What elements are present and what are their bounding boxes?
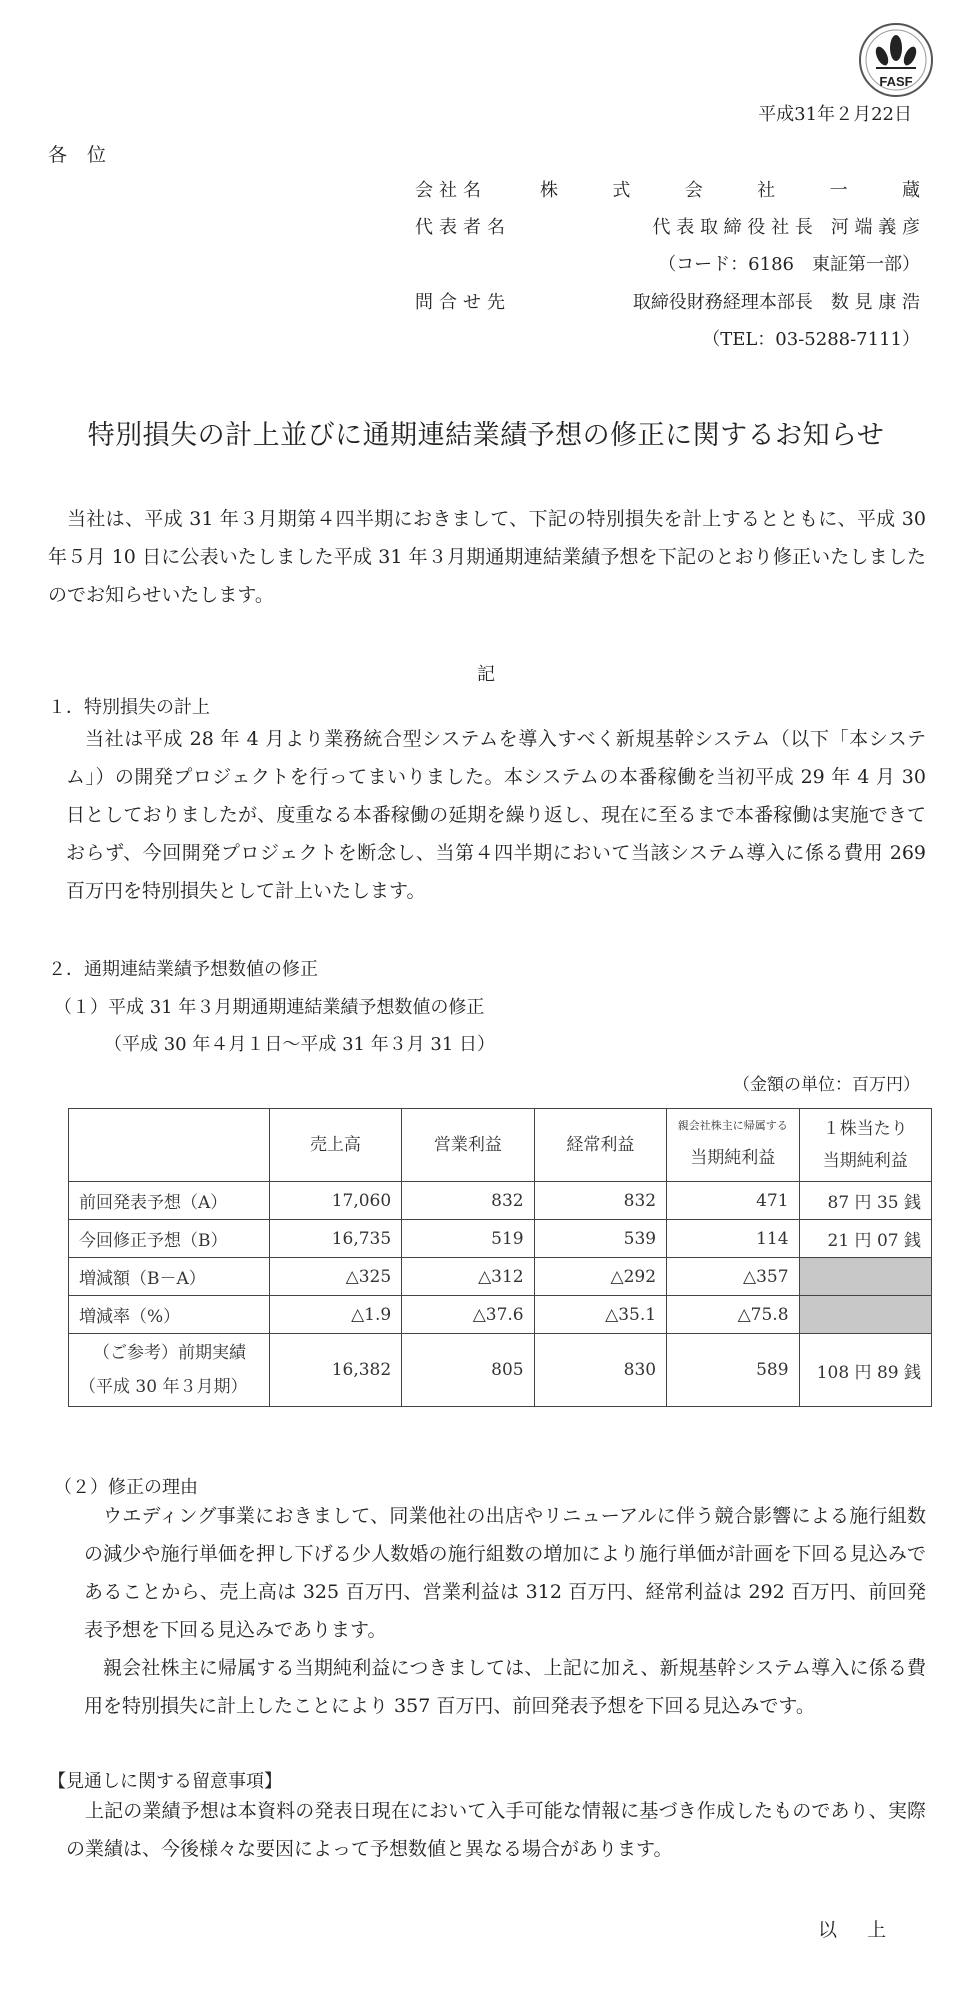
cell-value: 519 (402, 1220, 534, 1258)
row-label: 前回発表予想（A） (69, 1182, 270, 1220)
table-header-sales: 売上高 (269, 1109, 401, 1182)
row-label: 増減率（%） (69, 1296, 270, 1334)
subsection1-heading: （１）平成 31 年３月期通期連結業績予想数値の修正 (54, 997, 485, 1018)
revision-reason-text-1: ウエディング事業におきまして、同業他社の出店やリニューアルに伴う競合影響による施行組数の減少や施行単価を押し下げる少人数婚の施行組数の増加により施行単価が計画を下回る見込みであることから、売上高は 325 百万円、営業利益は 312 百万円、経常利益は 292 百万円、前回発表予想を下回る見込みであります。 (84, 1505, 926, 1641)
closing-mark: 以上 (817, 1919, 916, 1941)
table-header-operating-income: 営業利益 (402, 1109, 534, 1182)
table-row (69, 1258, 932, 1296)
contact-name: 取締役財務経理本部長 数 見 康 浩 (632, 292, 920, 313)
cell-value: 832 (534, 1182, 666, 1220)
notes-heading: 【見通しに関する留意事項】 (48, 1771, 282, 1792)
unit-note: （金額の単位：百万円） (733, 1075, 920, 1095)
representative-name: 代 表 取 締 役 社 長 河 端 義 彦 (652, 217, 920, 238)
company-name-char: 式 (612, 180, 631, 201)
forecast-table (68, 1108, 932, 1407)
revision-reason (84, 1497, 926, 1725)
row-label: 増減額（B－A） (69, 1258, 270, 1296)
section1-heading: １．特別損失の計上 (48, 697, 210, 718)
row-label (69, 1334, 270, 1407)
document-title: 特別損失の計上並びに通期連結業績予想の修正に関するお知らせ (87, 420, 885, 451)
cell-value: 830 (534, 1334, 666, 1407)
cell-value: 21 円 07 銭 (799, 1220, 931, 1258)
row-label-line1: （ご参考）前期実績 (93, 1343, 246, 1363)
table-row (69, 1220, 932, 1258)
stock-code: （コード：6186 東証第一部） (658, 254, 920, 275)
subsection2-heading: （２）修正の理由 (54, 1477, 198, 1498)
fasf-seal-icon (858, 22, 934, 98)
cell-value: 114 (667, 1220, 799, 1258)
company-name-char: 会 (684, 180, 703, 201)
revision-reason-text-2: 親会社株主に帰属する当期純利益につきましては、上記に加え、新規基幹システム導入に係る費用を特別損失に計上したことにより 357 百万円、前回発表予想を下回る見込みです。 (84, 1657, 926, 1717)
company-name-char: 一 (829, 180, 848, 201)
cell-shaded (799, 1296, 931, 1334)
section1-body (66, 720, 926, 910)
table-header-net-income: 親会社株主に帰属する 当期純利益 (667, 1109, 799, 1182)
table-header-eps: １株当たり 当期純利益 (799, 1109, 931, 1182)
cell-value: 87 円 35 銭 (799, 1182, 931, 1220)
company-name-char: 株 (540, 180, 558, 201)
notes-body (66, 1792, 926, 1868)
cell-value: 539 (534, 1220, 666, 1258)
logo-text: FASF (879, 74, 913, 89)
cell-value: △312 (402, 1258, 534, 1296)
cell-value: △1.9 (269, 1296, 401, 1334)
cell-value: △292 (534, 1258, 666, 1296)
representative-label: 代表者名 (415, 217, 511, 238)
cell-value: △357 (667, 1258, 799, 1296)
table-header-blank (69, 1109, 270, 1182)
row-label: 今回修正予想（B） (69, 1220, 270, 1258)
cell-shaded (799, 1258, 931, 1296)
notes-text: 上記の業績予想は本資料の発表日現在において入手可能な情報に基づき作成したものであり、実際の業績は、今後様々な要因によって予想数値と異なる場合があります。 (66, 1800, 926, 1860)
company-name-char: 社 (757, 180, 776, 201)
cell-value: △35.1 (534, 1296, 666, 1334)
cell-value: 108 円 89 銭 (799, 1334, 931, 1407)
company-label: 会社名 (415, 180, 487, 201)
row-label-line2: （平成 30 年３月期） (79, 1377, 248, 1397)
section2-heading: ２．通期連結業績予想数値の修正 (48, 959, 318, 980)
document-date: 平成31年２月22日 (758, 104, 912, 125)
cell-value: 589 (667, 1334, 799, 1407)
cell-value: △75.8 (667, 1296, 799, 1334)
table-row (69, 1296, 932, 1334)
section1-text: 当社は平成 28 年 4 月より業務統合型システムを導入すべく新規基幹システム（以下「本システム」）の開発プロジェクトを行ってまいりました。本システムの本番稼働を当初平成 29 年 4 月 30 日としておりましたが、度重なる本番稼働の延期を繰り返し、現在に至るまで本番稼働は実施できておらず、今回開発プロジェクトを断念し、当第４四半期において当該システム導入に係る費用 269 百万円を特別損失として計上いたします。 (66, 728, 926, 902)
intro-text: 当社は、平成 31 年３月期第４四半期におきまして、下記の特別損失を計上するとともに、平成 30 年５月 10 日に公表いたしました平成 31 年３月期通期連結業績予想を下記のとおり修正いたしましたのでお知らせいたします。 (48, 508, 926, 606)
cell-value: △325 (269, 1258, 401, 1296)
contact-label: 問合せ先 (415, 292, 511, 313)
forecast-period: （平成 30 年４月１日～平成 31 年３月 31 日） (104, 1034, 496, 1055)
cell-value: 832 (402, 1182, 534, 1220)
cell-value: 805 (402, 1334, 534, 1407)
cell-value: 16,735 (269, 1220, 401, 1258)
intro-paragraph (48, 500, 926, 614)
cell-value: 471 (667, 1182, 799, 1220)
addressee: 各位 (48, 144, 127, 166)
table-header-row (69, 1109, 932, 1182)
ki-marker: 記 (477, 664, 495, 685)
company-name-char: 蔵 (901, 180, 920, 201)
table-row (69, 1182, 932, 1220)
table-row-reference (69, 1334, 932, 1407)
cell-value: 17,060 (269, 1182, 401, 1220)
company-name (540, 176, 920, 202)
table-header-ordinary-income: 経常利益 (534, 1109, 666, 1182)
cell-value: △37.6 (402, 1296, 534, 1334)
cell-value: 16,382 (269, 1334, 401, 1407)
contact-tel: （TEL：03-5288-7111） (702, 329, 920, 350)
